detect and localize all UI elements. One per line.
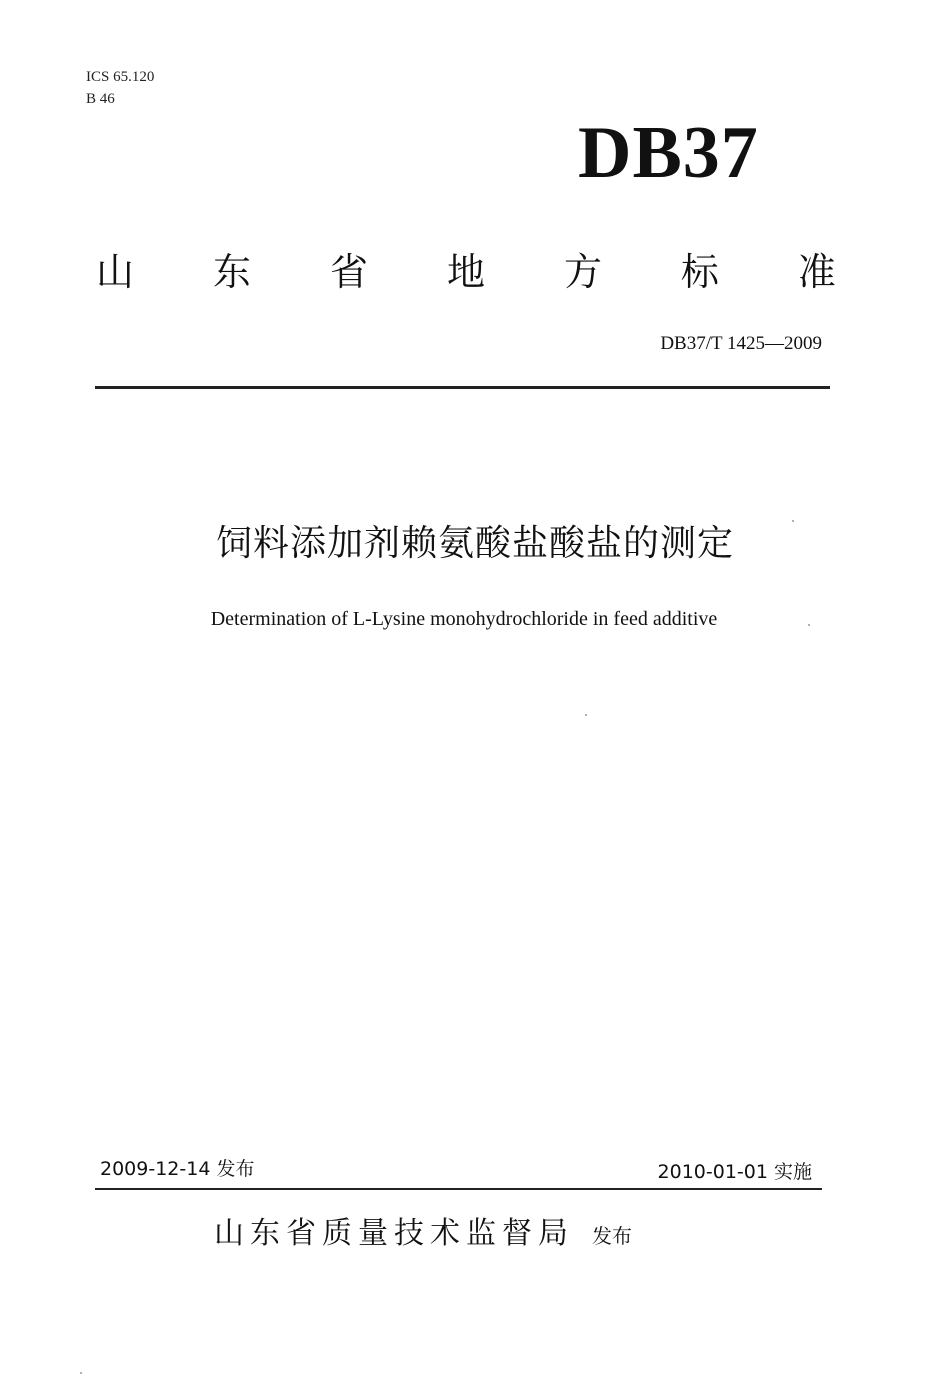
scan-speck [792,520,794,522]
scan-speck [808,624,810,626]
effective-date: 2010-01-01 实施 [657,1161,812,1183]
bottom-divider [95,1188,822,1190]
standard-type-char: 准 [797,250,836,294]
classification-codes [86,66,154,110]
standard-number: DB37/T 1425—2009 [660,333,822,354]
standard-code-logo: DB37 [578,112,759,194]
standard-type-heading [96,244,836,300]
scan-speck [585,714,587,716]
release-date: 2009-12-14 发布 [100,1158,255,1180]
issuer-line [214,1212,632,1258]
issuer-suffix: 发布 [592,1224,632,1248]
issuer-name: 山东省质量技术监督局 [214,1216,574,1251]
scan-speck [80,1372,82,1374]
standard-type-char: 方 [563,250,602,294]
document-title-zh: 饲料添加剂赖氨酸盐酸盐的测定 [215,523,734,564]
ccs-code: B 46 [86,91,115,107]
ics-code: ICS 65.120 [86,69,155,85]
standard-type-char: 山 [96,250,135,294]
standard-type-char: 东 [212,250,251,294]
document-title-en: Determination of L-Lysine monohydrochloride in feed additive [210,608,718,630]
standard-type-char: 地 [446,250,485,294]
standard-type-char: 标 [680,250,719,294]
top-divider [95,386,830,389]
standard-type-char: 省 [329,250,368,294]
